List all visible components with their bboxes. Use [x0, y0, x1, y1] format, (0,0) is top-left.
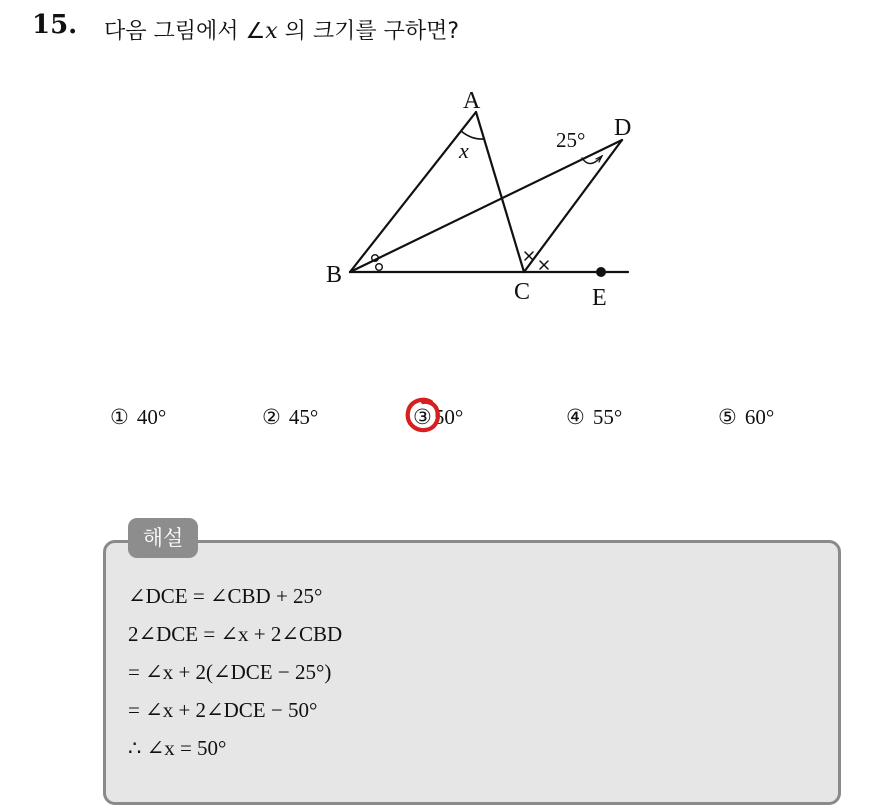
angle-mark-circle-2 [376, 264, 383, 271]
explanation-line-3: = ∠x + 2(∠DCE − 25°) [128, 660, 332, 684]
choice-2[interactable] [262, 405, 318, 430]
segment-ab [350, 112, 476, 272]
label-d: D [614, 115, 632, 141]
label-angle-d: 25° [556, 128, 586, 152]
choice-4-num: ④ [566, 405, 585, 429]
question-text-after: 의 크기를 구하면? [277, 19, 460, 44]
explanation-line-5: ∴ ∠x = 50° [128, 736, 227, 760]
angle-mark-cross-1 [525, 252, 533, 260]
explanation-tag: 해설 [128, 518, 198, 558]
choice-5-num: ⑤ [718, 405, 737, 429]
question-variable: x [265, 19, 278, 44]
choice-3-value: 50° [433, 405, 464, 429]
choice-5-value: 60° [744, 405, 775, 429]
label-b: B [326, 262, 343, 288]
label-a: A [463, 88, 481, 114]
choice-2-num: ② [262, 405, 281, 429]
choice-1-num: ① [110, 405, 129, 429]
choice-5[interactable] [718, 405, 774, 430]
choice-3-num: ③ [413, 405, 432, 429]
angle-mark-cross-2 [540, 261, 548, 269]
answer-circle-mark [404, 396, 442, 434]
choice-4-value: 55° [592, 405, 623, 429]
choice-1[interactable] [110, 405, 166, 430]
segment-bd [350, 140, 622, 272]
point-e-dot [596, 267, 606, 277]
question-number: 15. [32, 10, 78, 40]
choice-1-value: 40° [136, 405, 167, 429]
explanation-line-1: ∠DCE = ∠CBD + 25° [128, 584, 323, 608]
choice-4[interactable] [566, 405, 622, 430]
explanation-line-2: 2∠DCE = ∠x + 2∠CBD [128, 622, 343, 646]
choice-2-value: 45° [288, 405, 319, 429]
label-e: E [592, 285, 607, 311]
segment-cd [524, 140, 622, 272]
explanation-line-4: = ∠x + 2∠DCE − 50° [128, 698, 318, 722]
label-x: x [459, 138, 469, 163]
label-c: C [514, 279, 531, 305]
question-text-before: 다음 그림에서 ∠ [104, 19, 266, 44]
